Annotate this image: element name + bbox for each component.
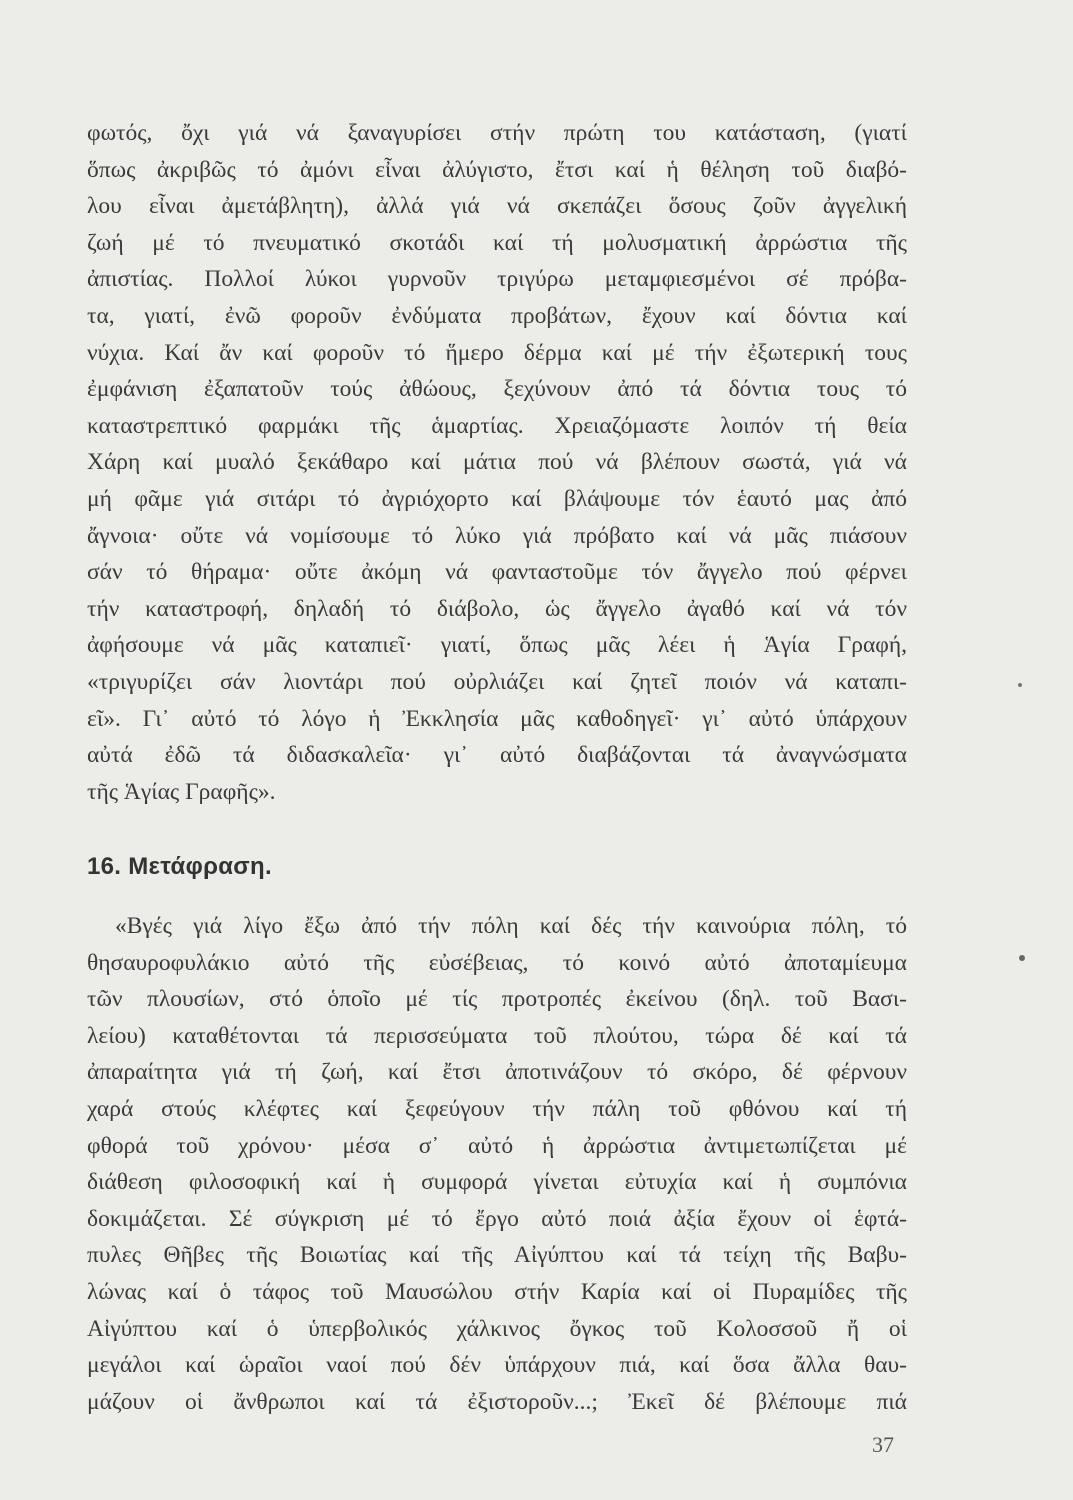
text-line: εῖ». Γι᾿ αὐτό τό λόγο ἡ Ἐκκλησία μᾶς καθοδηγεῖ· γι᾿ αὐτό ὑπάρχουν bbox=[87, 705, 907, 732]
ink-speck bbox=[1019, 955, 1025, 961]
text-line: ἄγνοια· οὔτε νά νομίσουμε τό λύκο γιά πρόβατο καί νά μᾶς πιάσουν bbox=[87, 522, 907, 549]
text-line: λώνας καί ὁ τάφος τοῦ Μαυσώλου στήν Καρία καί οἱ Πυραμίδες τῆς bbox=[87, 1278, 907, 1305]
ink-speck bbox=[1018, 683, 1022, 687]
text-line: τα, γιατί, ἐνῶ φοροῦν ἐνδύματα προβάτων, ἔχουν καί δόντια καί bbox=[87, 302, 907, 329]
text-line: ἐμφάνιση ἐξαπατοῦν τούς ἀθώους, ξεχύνουν ἀπό τά δόντια τους τό bbox=[87, 376, 907, 403]
text-line: ἀπαραίτητα γιά τή ζωή, καί ἔτσι ἀποτινάζουν τό σκόρο, δέ φέρνουν bbox=[87, 1059, 907, 1086]
text-line: ὅπως ἀκριβῶς τό ἀμόνι εἶναι ἀλύγιστο, ἔτσι καί ἡ θέληση τοῦ διαβό- bbox=[87, 156, 907, 183]
text-line: πυλες Θῆβες τῆς Βοιωτίας καί τῆς Αἰγύπτου καί τά τείχη τῆς Βαβυ- bbox=[87, 1242, 907, 1269]
text-line: ἀπιστίας. Πολλοί λύκοι γυρνοῦν τριγύρω μεταμφιεσμένοι σέ πρόβα- bbox=[87, 266, 907, 293]
text-line: «τριγυρίζει σάν λιοντάρι πού οὐρλιάζει καί ζητεῖ ποιόν νά καταπι- bbox=[87, 668, 907, 695]
text-line: αὐτά ἐδῶ τά διδασκαλεῖα· γι᾿ αὐτό διαβάζονται τά ἀναγνώσματα bbox=[87, 742, 907, 769]
text-line: τήν καταστροφή, δηλαδή τό διάβολο, ὡς ἄγγελο ἀγαθό καί νά τόν bbox=[87, 595, 907, 622]
text-line: φωτός, ὄχι γιά νά ξαναγυρίσει στήν πρώτη του κατάσταση, (γιατί bbox=[87, 120, 907, 146]
text-line: ζωή μέ τό πνευματικό σκοτάδι καί τή μολυσματική ἀρρώστια τῆς bbox=[87, 229, 907, 256]
text-line: θησαυροφυλάκιο αὐτό τῆς εὐσέβειας, τό κοινό αὐτό ἀποταμίευμα bbox=[87, 949, 907, 976]
text-line: νύχια. Καί ἄν καί φοροῦν τό ἥμερο δέρμα καί μέ τήν ἐξωτερική τους bbox=[87, 339, 907, 366]
page-number: 37 bbox=[872, 1432, 894, 1457]
text-line: μεγάλοι καί ὡραῖοι ναοί πού δέν ὑπάρχουν πιά, καί ὅσα ἄλλα θαυ- bbox=[87, 1352, 907, 1379]
text-line: σάν τό θήραμα· οὔτε ἀκόμη νά φανταστοῦμε τόν ἄγγελο πού φέρνει bbox=[87, 559, 907, 586]
text-line: ἀφήσουμε νά μᾶς καταπιεῖ· γιατί, ὅπως μᾶς λέει ἡ Ἁγία Γραφή, bbox=[87, 632, 907, 659]
text-line: λείου) καταθέτονται τά περισσεύματα τοῦ πλούτου, τώρα δέ καί τά bbox=[87, 1022, 907, 1049]
text-line: τῶν πλουσίων, στό ὁποῖο μέ τίς προτροπές ἐκείνου (δηλ. τοῦ Βασι- bbox=[87, 986, 907, 1013]
text-line: τῆς Ἁγίας Γραφῆς». bbox=[87, 778, 276, 805]
text-line: μάζουν οἱ ἄνθρωποι καί τά ἐξιστοροῦν...; Ἐκεῖ δέ βλέπουμε πιά bbox=[87, 1388, 907, 1415]
paragraph-1 bbox=[87, 115, 907, 810]
text-line: διάθεση φιλοσοφική καί ἡ συμφορά γίνεται εὐτυχία καί ἡ συμπόνια bbox=[87, 1169, 907, 1196]
text-line: Αἰγύπτου καί ὁ ὑπερβολικός χάλκινος ὄγκος τοῦ Κολοσσοῦ ἤ οἱ bbox=[87, 1315, 907, 1342]
paragraph-2 bbox=[87, 908, 907, 1420]
text-line: φθορά τοῦ χρόνου· μέσα σ᾿ αὐτό ἡ ἀρρώστια ἀντιμετωπίζεται μέ bbox=[87, 1132, 907, 1159]
text-line: δοκιμάζεται. Σέ σύγκριση μέ τό ἔργο αὐτό ποιά ἀξία ἔχουν οἱ ἑφτά- bbox=[87, 1205, 907, 1232]
text-line: «Βγές γιά λίγο ἔξω ἀπό τήν πόλη καί δές τήν καινούρια πόλη, τό bbox=[115, 913, 907, 939]
text-line: λου εἶναι ἀμετάβλητη), ἀλλά γιά νά σκεπάζει ὅσους ζοῦν ἀγγελική bbox=[87, 193, 907, 220]
section-heading: 16. Μετάφραση. bbox=[87, 853, 272, 880]
text-line: Χάρη καί μυαλό ξεκάθαρο καί μάτια πού νά βλέπουν σωστά, γιά νά bbox=[87, 449, 907, 476]
text-line: μή φᾶμε γιά σιτάρι τό ἀγριόχορτο καί βλάψουμε τόν ἑαυτό μας ἀπό bbox=[87, 485, 907, 512]
text-line: καταστρεπτικό φαρμάκι τῆς ἁμαρτίας. Χρειαζόμαστε λοιπόν τή θεία bbox=[87, 412, 907, 439]
text-line: χαρά στούς κλέφτες καί ξεφεύγουν τήν πάλη τοῦ φθόνου καί τή bbox=[87, 1095, 907, 1122]
